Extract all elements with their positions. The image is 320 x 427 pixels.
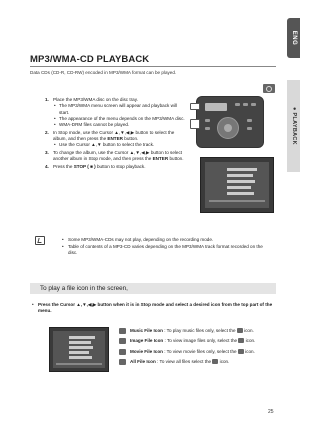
notes-list <box>62 237 272 258</box>
step-4 <box>45 164 185 170</box>
icon-desc: : To view image files only, select the <box>163 338 239 344</box>
chapter-tab-label: ● PLAYBACK <box>290 107 297 145</box>
step-bullet: • The MP3/WMA menu screen will appear and playback will start. <box>53 103 185 116</box>
icon-desc-tail: icon. <box>242 328 254 333</box>
music-file-icon <box>119 328 126 334</box>
remote-control-illustration <box>196 96 264 148</box>
step-bullet: • WMA-DRM files cannot be played. <box>53 122 185 128</box>
step-2 <box>45 130 185 149</box>
cursor-pad <box>217 117 239 139</box>
file-icon-list <box>119 328 279 370</box>
step-bullet: • The appearance of the menu depends on the MP3/WMA disc. <box>53 116 185 122</box>
note-item: • Some MP3/WMA-CDs may not play, depending on the recording mode. <box>62 237 272 243</box>
note-item: • Table of contents of a MP3-CD varies depending on the MP3/WMA track format recorded on the disc. <box>62 244 272 256</box>
step-text: Place the MP3/WMA disc on the disc tray. <box>53 97 138 102</box>
subsection-title: To play a file icon in the screen, <box>40 285 128 292</box>
file-menu-screen-illustration <box>49 327 109 372</box>
icon-desc-tail: icon. <box>244 338 256 344</box>
step-key: ENTER <box>152 156 169 162</box>
icon-name: Image File Icon <box>130 338 164 344</box>
step-text: In Stop mode, use the Cursor ▲,▼,◀,▶ button to select the album, and then press the <box>53 129 175 142</box>
step-1 <box>45 97 185 128</box>
step-3 <box>45 150 185 163</box>
icon-desc: : To play music files only, select the <box>162 328 237 333</box>
page-number: 25 <box>268 409 274 415</box>
movie-file-icon <box>119 349 126 355</box>
step-text-tail: button. <box>122 136 139 142</box>
step-text-tail: button. <box>168 156 184 162</box>
callout-box <box>190 119 200 129</box>
step-key: ENTER <box>107 136 123 142</box>
icon-name: All File Icon <box>130 359 156 365</box>
icon-desc: : To view movie files only, select the <box>162 348 238 354</box>
icon-desc-tail: icon. <box>218 359 230 365</box>
icon-name: Movie File Icon <box>130 348 163 354</box>
note-icon <box>35 236 45 245</box>
icon-row-all <box>119 359 279 369</box>
step-key: STOP <box>73 164 87 170</box>
step-key-symbol: ( ■ ) <box>86 164 96 170</box>
language-tab-label: ENG <box>290 30 297 46</box>
icon-row-music <box>119 328 279 338</box>
intro-text: Data CDs (CD-R, CD-RW) encoded in MP3/WMA format can be played. <box>30 70 177 75</box>
chapter-tab <box>287 80 300 172</box>
step-number: 2. <box>45 129 49 135</box>
step-bullet: • Use the Cursor ▲,▼ button to select the track. <box>53 142 185 148</box>
image-file-icon <box>119 338 126 344</box>
mp3-menu-screen-illustration <box>200 157 274 213</box>
step-text-tail: button to stop playback. <box>95 164 146 170</box>
callout-box <box>190 103 200 110</box>
icon-desc-tail: icon. <box>243 348 255 354</box>
disc-type-icon <box>263 84 275 93</box>
step-number: 3. <box>45 150 49 156</box>
step-text: Press the <box>53 164 74 170</box>
subsection-header <box>30 283 276 294</box>
icon-desc: : To view all files select the <box>155 359 213 365</box>
step-number: 4. <box>45 164 49 170</box>
step-text: To change the album, use the Cursor ▲,▼,◀,▶ button to select another album in Stop mode, and then press the <box>53 150 183 162</box>
step-number: 1. <box>45 97 49 102</box>
icon-row-movie <box>119 349 279 359</box>
icon-name: Music File Icon <box>130 328 163 333</box>
icon-row-image <box>119 338 279 348</box>
page-title: MP3/WMA-CD PLAYBACK <box>30 54 150 65</box>
subsection-instruction: • Press the Cursor ▲,▼,◀,▶ button when it is in Stop mode and select a desired icon from the top part of the menu. <box>32 302 274 315</box>
language-tab <box>287 18 300 58</box>
all-file-icon <box>119 359 126 365</box>
title-divider <box>30 66 276 67</box>
steps-list <box>45 97 185 172</box>
